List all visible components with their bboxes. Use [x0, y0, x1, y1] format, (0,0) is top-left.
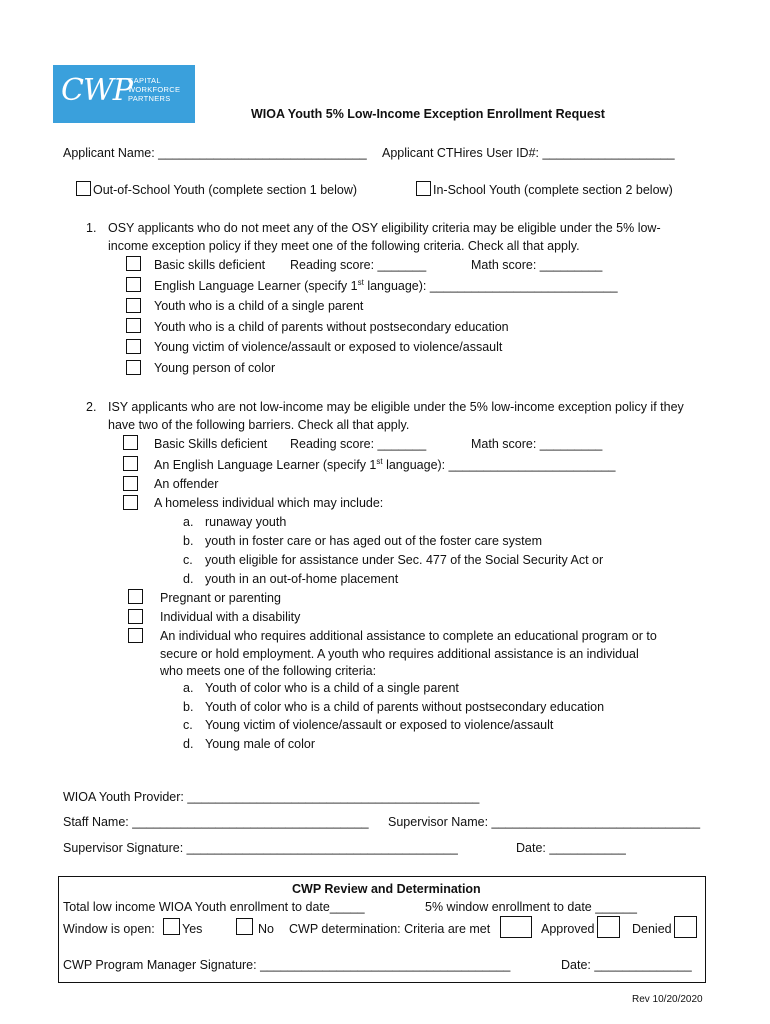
section2-number: 2. — [86, 400, 97, 414]
isy-ell-label[interactable]: An English Language Learner (specify 1st language): ________________________ — [154, 457, 616, 473]
isy-ell-checkbox[interactable] — [123, 456, 138, 471]
osy-victim-checkbox[interactable] — [126, 339, 141, 354]
isy-label: In-School Youth (complete section 2 below) — [433, 183, 673, 197]
osy-no-postsecondary-checkbox[interactable] — [126, 318, 141, 333]
osy-person-of-color-checkbox[interactable] — [126, 360, 141, 375]
isy-offender-checkbox[interactable] — [123, 476, 138, 491]
isy-basic-skills-label: Basic Skills deficient — [154, 437, 268, 451]
isy-math-score-field[interactable]: Math score: _________ — [471, 437, 603, 451]
manager-signature-field[interactable]: CWP Program Manager Signature: ____________________________________ — [63, 958, 511, 972]
list-item-letter: c. — [183, 718, 193, 732]
supervisor-name-field[interactable]: Supervisor Name: ______________________________ — [388, 815, 701, 829]
osy-victim-label: Young victim of violence/assault or exposed to violence/assault — [154, 340, 503, 354]
osy-single-parent-label: Youth who is a child of a single parent — [154, 299, 364, 313]
window-no-label: No — [258, 922, 274, 936]
list-item: youth in foster care or has aged out of the foster care system — [205, 534, 542, 548]
page-title: WIOA Youth 5% Low-Income Exception Enrollment Request — [251, 107, 605, 121]
osy-no-postsecondary-label: Youth who is a child of parents without postsecondary education — [154, 320, 509, 334]
section2-intro-1: ISY applicants who are not low-income may be eligible under the 5% low-income exception policy if they — [108, 400, 684, 414]
approved-checkbox[interactable] — [597, 916, 620, 938]
denied-label: Denied — [632, 922, 672, 936]
list-item-letter: c. — [183, 553, 193, 567]
window-enrollment-field[interactable]: 5% window enrollment to date ______ — [425, 900, 637, 914]
list-item-letter: b. — [183, 534, 194, 548]
isy-pregnant-checkbox[interactable] — [128, 589, 143, 604]
window-open-label: Window is open: — [63, 922, 155, 936]
list-item: runaway youth — [205, 515, 287, 529]
section2-intro-2: have two of the following barriers. Check all that apply. — [108, 418, 410, 432]
isy-homeless-checkbox[interactable] — [123, 495, 138, 510]
revision-date: Rev 10/20/2020 — [632, 994, 703, 1005]
list-item-letter: a. — [183, 681, 194, 695]
cwp-logo — [53, 65, 195, 123]
list-item-letter: a. — [183, 515, 194, 529]
review-title: CWP Review and Determination — [292, 882, 481, 896]
applicant-id-field[interactable]: Applicant CTHires User ID#: ___________________ — [382, 146, 675, 160]
osy-math-score-field[interactable]: Math score: _________ — [471, 258, 603, 272]
section1-intro-1: OSY applicants who do not meet any of the OSY eligibility criteria may be eligible under the 5% low- — [108, 221, 661, 235]
osy-basic-skills-label: Basic skills deficient — [154, 258, 266, 272]
list-item: Young male of color — [205, 737, 316, 751]
total-enrollment-field[interactable]: Total low income WIOA Youth enrollment to date_____ — [63, 900, 365, 914]
window-no-checkbox[interactable] — [236, 918, 253, 935]
osy-single-parent-checkbox[interactable] — [126, 298, 141, 313]
isy-disability-checkbox[interactable] — [128, 609, 143, 624]
isy-offender-label: An offender — [154, 477, 219, 491]
window-yes-label: Yes — [182, 922, 203, 936]
logo-text: CAPITAL WORKFORCE PARTNERS — [128, 76, 181, 103]
isy-pregnant-label: Pregnant or parenting — [160, 591, 281, 605]
osy-checkbox[interactable] — [76, 181, 91, 196]
osy-reading-score-field[interactable]: Reading score: _______ — [290, 258, 427, 272]
logo-mark: CWP — [61, 73, 132, 108]
window-yes-checkbox[interactable] — [163, 918, 180, 935]
osy-person-of-color-label: Young person of color — [154, 361, 276, 375]
list-item: Young victim of violence/assault or exposed to violence/assault — [205, 718, 554, 732]
osy-ell-label[interactable]: English Language Learner (specify 1st language): ___________________________ — [154, 278, 618, 294]
staff-name-field[interactable]: Staff Name: __________________________________ — [63, 815, 369, 829]
manager-date-field[interactable]: Date: ______________ — [561, 958, 692, 972]
supervisor-signature-field[interactable]: Supervisor Signature: _______________________________________ — [63, 841, 458, 855]
isy-additional-assistance-checkbox[interactable] — [128, 628, 143, 643]
list-item: Youth of color who is a child of a single parent — [205, 681, 459, 695]
list-item: Youth of color who is a child of parents without postsecondary education — [205, 700, 605, 714]
youth-provider-field[interactable]: WIOA Youth Provider: __________________________________________ — [63, 790, 480, 804]
isy-basic-skills-checkbox[interactable] — [123, 435, 138, 450]
supervisor-date-field[interactable]: Date: ___________ — [516, 841, 626, 855]
applicant-name-field[interactable]: Applicant Name: ______________________________ — [63, 146, 367, 160]
isy-assist-line-1: An individual who requires additional assistance to complete an educational program or to — [160, 629, 657, 643]
criteria-met-box[interactable] — [500, 916, 532, 938]
isy-checkbox[interactable] — [416, 181, 431, 196]
list-item-letter: d. — [183, 572, 194, 586]
osy-ell-checkbox[interactable] — [126, 277, 141, 292]
osy-basic-skills-checkbox[interactable] — [126, 256, 141, 271]
section1-intro-2: income exception policy if they meet one of the following criteria. Check all that apply. — [108, 239, 580, 253]
list-item: youth eligible for assistance under Sec. 477 of the Social Security Act or — [205, 553, 604, 567]
osy-label: Out-of-School Youth (complete section 1 below) — [93, 183, 358, 197]
approved-label: Approved — [541, 922, 595, 936]
list-item-letter: b. — [183, 700, 194, 714]
list-item: youth in an out-of-home placement — [205, 572, 399, 586]
isy-assist-line-2: secure or hold employment. A youth who requires additional assistance is an individual — [160, 647, 639, 661]
isy-assist-line-3: who meets one of the following criteria: — [160, 664, 377, 678]
determination-label: CWP determination: Criteria are met — [289, 922, 491, 936]
isy-disability-label: Individual with a disability — [160, 610, 301, 624]
list-item-letter: d. — [183, 737, 194, 751]
denied-checkbox[interactable] — [674, 916, 697, 938]
isy-reading-score-field[interactable]: Reading score: _______ — [290, 437, 427, 451]
section1-number: 1. — [86, 221, 97, 235]
isy-homeless-label: A homeless individual which may include: — [154, 496, 384, 510]
